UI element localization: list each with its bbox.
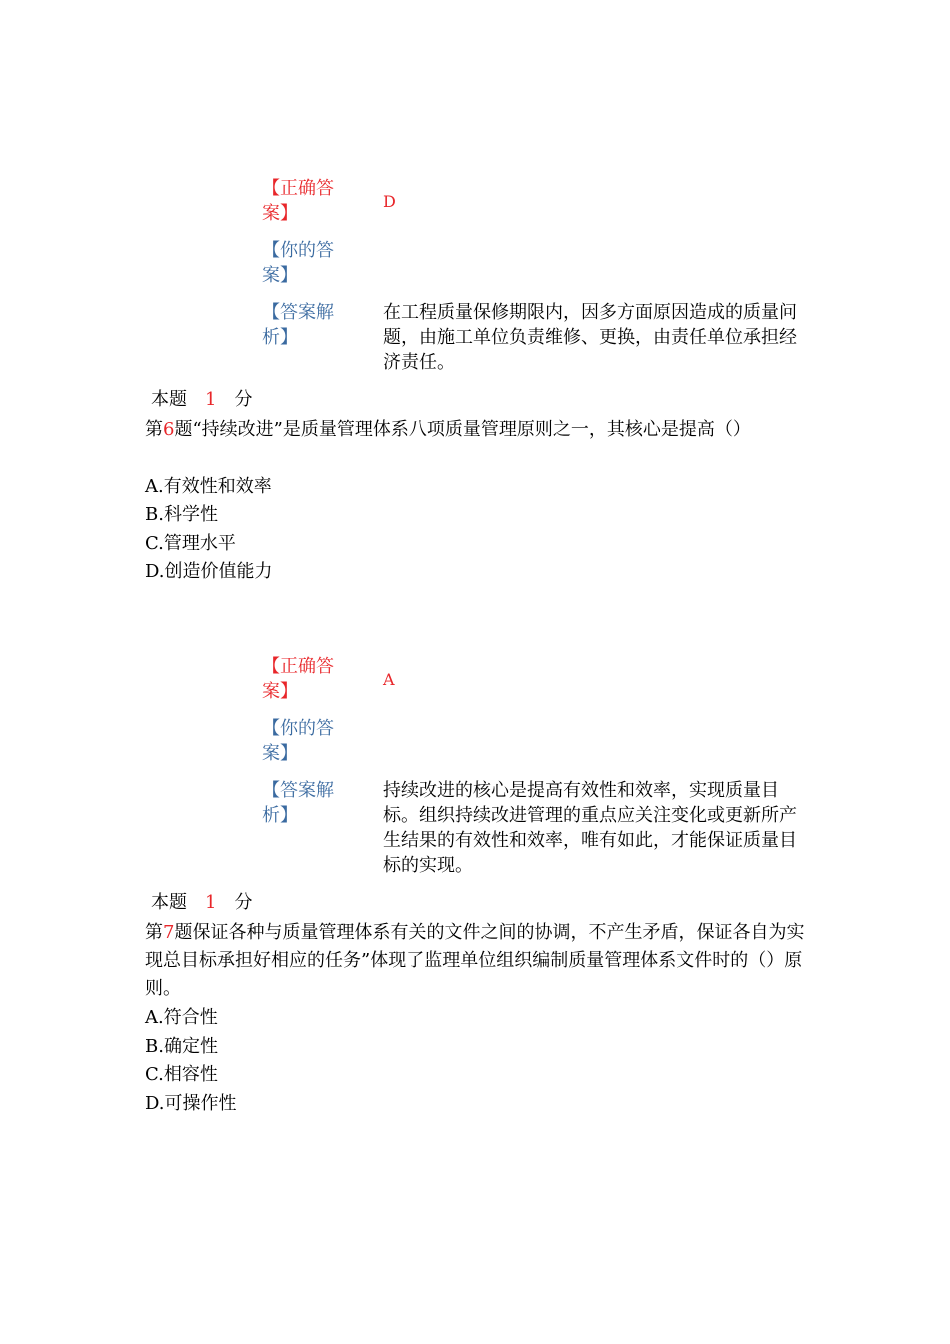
- question-number: 6: [163, 419, 175, 440]
- option-a: A.符合性: [145, 1007, 218, 1028]
- question-prefix: 第: [145, 419, 163, 440]
- option-c: C.管理水平: [145, 533, 236, 554]
- your-answer-label: 【你的答案】: [262, 240, 334, 286]
- option-b: B.科学性: [145, 504, 218, 525]
- option-c: C.相容性: [145, 1064, 218, 1085]
- analysis-text: 在工程质量保修期限内，因多方面原因造成的质量问题，由施工单位负责维修、更换，由责任单位承担经济责任。: [383, 302, 797, 373]
- correct-answer-label: 【正确答案】: [262, 656, 334, 702]
- option-a: A.有效性和效率: [145, 476, 272, 497]
- question-number: 7: [163, 922, 175, 943]
- question-body: 题保证各种与质量管理体系有关的文件之间的协调，不产生矛盾，保证各自为实现总目标承担好相应的任务”体现了监理单位组织编制质量管理体系文件时的（）原则。: [145, 922, 805, 999]
- score-prefix: 本题: [151, 389, 187, 410]
- score-suffix: 分: [234, 892, 253, 913]
- question-score: [151, 387, 252, 412]
- analysis-text: 持续改进的核心是提高有效性和效率，实现质量目标。组织持续改进管理的重点应关注变化或更新所产生结果的有效性和效率，唯有如此，才能保证质量目标的实现。: [383, 780, 797, 876]
- question-prefix: 第: [145, 922, 163, 943]
- score-suffix: 分: [234, 389, 253, 410]
- score-points: 1: [205, 892, 217, 913]
- option-d: D.可操作性: [145, 1093, 237, 1114]
- your-answer-label: 【你的答案】: [262, 718, 334, 764]
- correct-answer-value: D: [383, 192, 396, 211]
- question-body: 题“持续改进”是质量管理体系八项质量管理原则之一，其核心是提高（）: [174, 419, 751, 440]
- analysis-label: 【答案解析】: [262, 780, 334, 826]
- correct-answer-label: 【正确答案】: [262, 178, 334, 224]
- question-score: [151, 890, 252, 915]
- question-text: [145, 416, 805, 444]
- question-text: [145, 919, 805, 1003]
- score-prefix: 本题: [151, 892, 187, 913]
- option-d: D.创造价值能力: [145, 561, 273, 582]
- correct-answer-value: A: [383, 670, 395, 689]
- score-points: 1: [205, 389, 217, 410]
- option-b: B.确定性: [145, 1036, 218, 1057]
- analysis-label: 【答案解析】: [262, 302, 334, 348]
